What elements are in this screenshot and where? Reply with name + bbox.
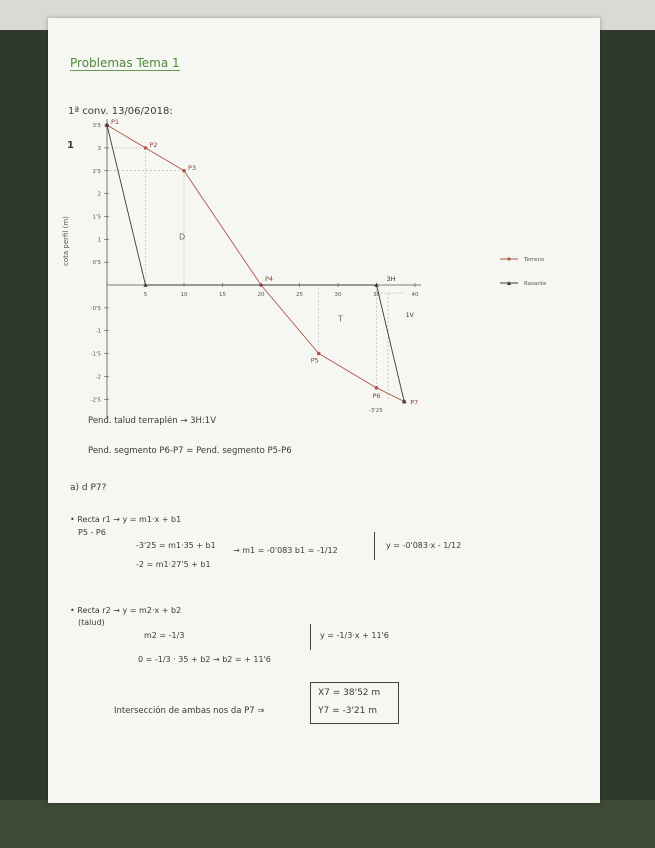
y-axis-label: cota perfil (m) [62,216,70,266]
y-tick-label: 2'5 [92,168,101,175]
y-tick-label: 1 [97,237,101,244]
y-tick-label: 1'5 [92,214,101,221]
recta-r1-definition: • Recta r1 → y = m1·x + b1 [70,515,182,524]
recta-r2-subtitle: (talud) [78,618,105,627]
background-bottom [0,800,655,848]
y7-result: Y7 = -3'21 m [318,706,378,716]
recta-r1-result: y = -0'083·x - 1/12 [386,541,462,550]
y-tick-label: -1'5 [90,351,101,358]
page-title: Problemas Tema 1 [70,56,180,70]
point-label-p6: P6 [372,391,381,400]
question-a: a) d P7? [70,483,107,493]
note-slope-talud: Pend. talud terraplén → 3H:1V [88,416,217,426]
point-label-p3: P3 [188,163,197,172]
x-tick-label: 35 [373,292,380,298]
data-point [375,386,379,390]
recta-r2-result: y = -1/3·x + 11'6 [320,631,389,640]
y-tick-label: 3'5 [92,123,101,130]
data-point [182,169,186,173]
slope-h-label: 3H [386,275,396,283]
intersection-text: Intersección de ambas nos da P7 ⇒ [114,706,265,716]
x-tick-label: 20 [257,292,265,298]
y-tick-label: 0'5 [92,260,101,267]
recta-r2-equation: 0 = -1/3 · 35 + b2 → b2 = + 11'6 [138,655,271,664]
x-tick-label: 30 [334,292,342,298]
y-tick-label: 2 [97,191,101,198]
recta-r1-equation-2: -2 = m1·27'5 + b1 [136,560,211,569]
recta-r1-coefficients: → m1 = -0'083 b1 = -1/12 [233,546,338,555]
x-tick-label: 5 [143,292,148,298]
y-tick-label: -2 [95,374,101,381]
recta-r1-equation-1: -3'25 = m1·35 + b1 [136,541,216,550]
series-line-terreno [107,125,404,401]
bracket-divider [374,532,375,560]
result-bracket-right [392,682,399,724]
legend-terreno-label: Terreno [524,257,545,263]
x-tick-label: 40 [411,292,419,298]
bracket-divider-2 [310,624,311,650]
recta-r2-slope: m2 = -1/3 [144,631,185,640]
x-tick-label: 15 [219,292,226,298]
y-tick-label: -1 [95,328,101,335]
recta-r2-definition: • Recta r2 → y = m2·x + b2 [70,606,182,615]
x-tick-label: 25 [296,292,303,298]
legend-terreno-marker [507,257,510,260]
data-point [144,146,148,150]
y-tick-label: -2'5 [90,397,101,404]
x-tick-label: 10 [180,292,188,298]
point-label-p4: P4 [265,275,274,283]
profile-chart [48,18,600,418]
region-t-label: T [338,314,343,324]
data-point [317,352,321,356]
recta-r1-points: P5 - P6 [78,528,106,537]
notebook-page [48,18,600,803]
point-label-p2: P2 [149,140,158,149]
y-tick-label: 3 [97,145,101,152]
region-d-label: D [179,232,186,242]
point-label-p5: P5 [310,356,319,365]
problem-number: 1 [67,140,74,151]
legend-rasante-label: Rasante [524,281,547,287]
series-line-rasante [107,125,404,401]
slope-v-label: 1V [405,311,414,319]
y-tick-label: -0'5 [90,305,101,312]
exam-heading: 1ª conv. 13/06/2018: [68,106,173,117]
point-label-p1: P1 [111,118,120,127]
value-label: -3'25 [368,407,383,414]
x7-result: X7 = 38'52 m [318,688,381,698]
note-slope-segments: Pend. segmento P6-P7 = Pend. segmento P5-P6 [88,446,292,456]
point-label-p7: P7 [410,398,419,407]
